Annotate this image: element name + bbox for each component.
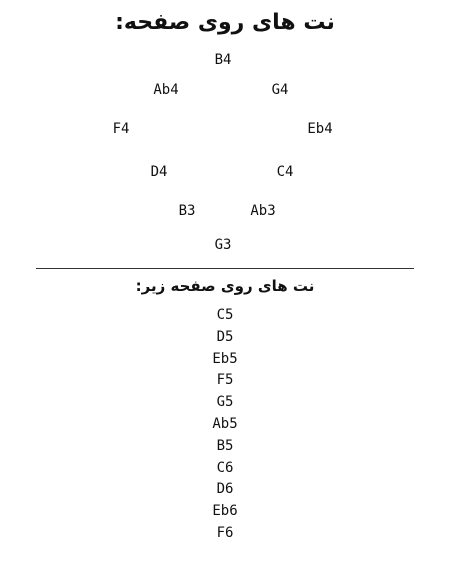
list-item: C6 xyxy=(216,459,234,476)
circle-note: Ab3 xyxy=(250,203,276,219)
list-item: F6 xyxy=(216,524,234,541)
list-item: G5 xyxy=(216,394,234,411)
circle-note: D4 xyxy=(150,164,168,180)
list-item: C5 xyxy=(216,307,234,323)
circle-note: C4 xyxy=(276,164,294,180)
list-item: B5 xyxy=(216,437,234,454)
section-subtitle: نت های روی صفحه زیر: xyxy=(135,277,315,295)
list-item: Eb5 xyxy=(212,350,238,367)
page-title: نت های روی صفحه: xyxy=(115,10,335,35)
circle-note: F4 xyxy=(112,121,130,137)
circle-note: G3 xyxy=(214,237,232,253)
circle-note: G4 xyxy=(271,82,289,98)
circle-note: Ab4 xyxy=(153,82,179,98)
circle-note: Eb4 xyxy=(307,121,333,137)
circle-note: B3 xyxy=(178,203,196,219)
list-item: F5 xyxy=(216,372,234,389)
circle-note: B4 xyxy=(214,52,232,68)
list-item: Ab5 xyxy=(212,415,238,432)
list-item: D5 xyxy=(216,328,234,345)
list-item: D6 xyxy=(216,481,234,498)
list-item: Eb6 xyxy=(212,503,238,520)
section-divider xyxy=(36,268,414,269)
note-list xyxy=(0,305,450,545)
